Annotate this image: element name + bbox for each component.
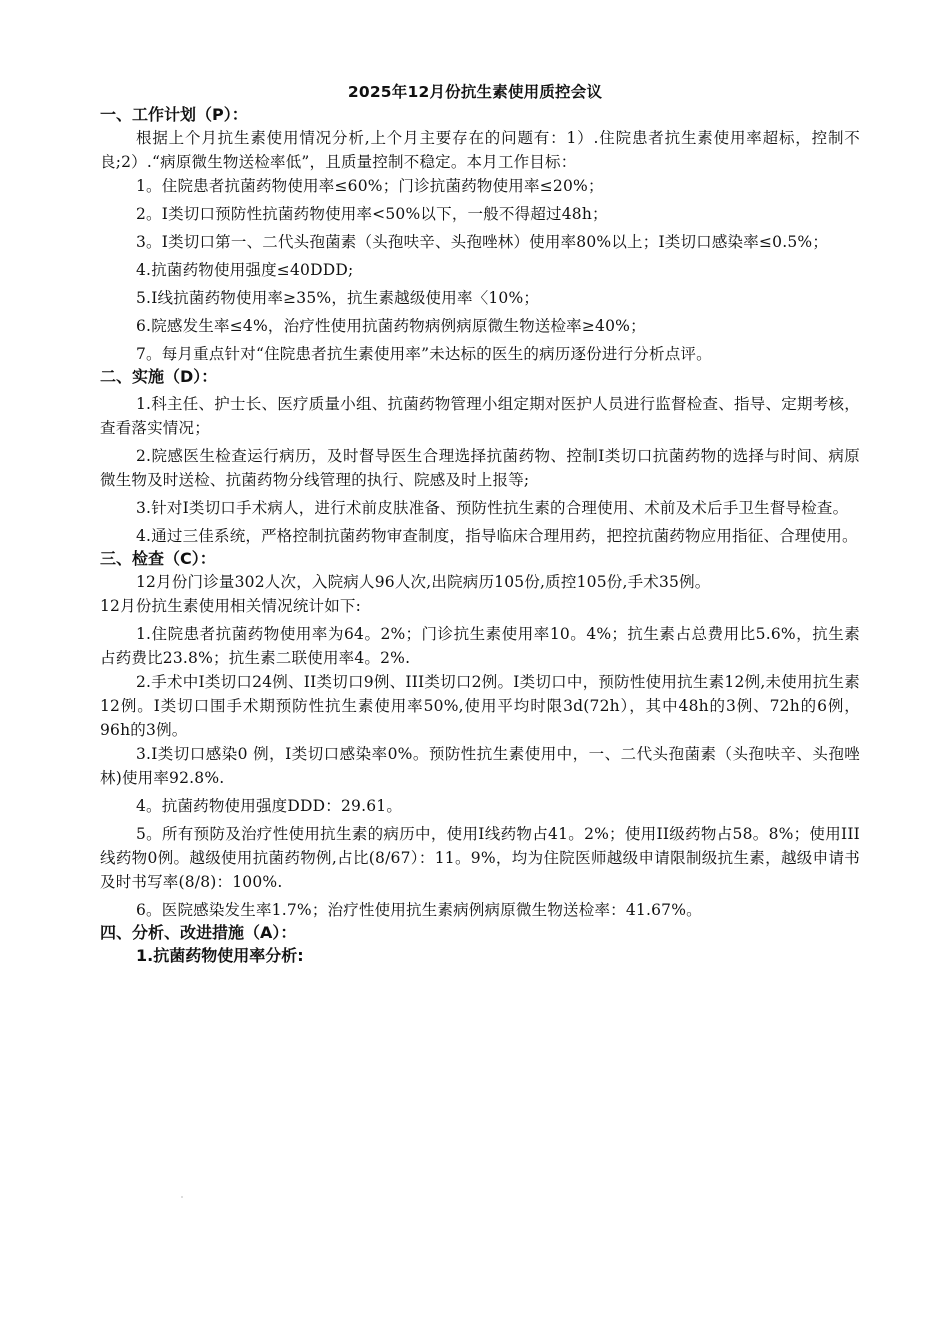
- section-heading-plan: 一、工作计划（P）：: [100, 105, 248, 124]
- check-intro: 12月份门诊量302人次，入院病人96人次,出院病历105份,质控105份,手术35例。: [136, 573, 711, 591]
- plan-intro: 根据上个月抗生素使用情况分析,上个月主要存在的问题有：1）.住院患者抗生素使用率超标，控制不良;2）.“病原微生物送检率低”，且质量控制不稳定。本月工作目标：: [100, 129, 860, 171]
- plan-item-7: 7。每月重点针对“住院患者抗生素使用率”未达标的医生的病历逐份进行分析点评。: [136, 345, 712, 363]
- check-item-4: 4。抗菌药物使用强度DDD：29.61。: [136, 797, 403, 815]
- section-heading-do: 二、实施（D）：: [100, 367, 218, 386]
- document-body: [100, 104, 860, 968]
- plan-item-6: 6.院感发生率≤4%，治疗性使用抗菌药物病例病原微生物送检率≥40%；: [136, 317, 646, 335]
- section-heading-check: 三、检查（C）：: [100, 549, 216, 568]
- scan-speck: [181, 1196, 183, 1198]
- document-title: 2025年12月份抗生素使用质控会议: [347, 83, 603, 101]
- check-item-3: 3.I类切口感染0 例，I类切口感染率0%。预防性抗生素使用中，一、二代头孢菌素（头孢呋辛、头孢唑林)使用率92.8%.: [100, 745, 860, 787]
- check-intro-2: 12月份抗生素使用相关情况统计如下:: [100, 597, 362, 615]
- check-item-6: 6。医院感染发生率1.7%；治疗性使用抗生素病例病原微生物送检率：41.67%。: [136, 901, 702, 919]
- plan-item-1: 1。住院患者抗菌药物使用率≤60%；门诊抗菌药物使用率≤20%；: [136, 177, 604, 195]
- check-item-1: 1.住院患者抗菌药物使用率为64。2%；门诊抗生素使用率10。4%；抗生素占总费用比5.6%，抗生素占药费比23.8%；抗生素二联使用率4。2%.: [100, 625, 860, 667]
- check-item-2: 2.手术中I类切口24例、II类切口9例、III类切口2例。I类切口中，预防性使用抗生素12例,未使用抗生素12例。I类切口围手术期预防性抗生素使用率50%,使用平均时限3d(72h），其中48h的3例、72h的6例，96h的3例。: [100, 673, 860, 739]
- do-item-2: 2.院感医生检查运行病历，及时督导医生合理选择抗菌药物、控制I类切口抗菌药物的选择与时间、病原微生物及时送检、抗菌药物分线管理的执行、院感及时上报等;: [100, 447, 860, 489]
- plan-item-5: 5.I线抗菌药物使用率≥35%，抗生素越级使用率〈10%；: [136, 289, 540, 307]
- do-item-1: 1.科主任、护士长、医疗质量小组、抗菌药物管理小组定期对医护人员进行监督检查、指导、定期考核，查看落实情况；: [100, 395, 860, 437]
- do-item-3: 3.针对I类切口手术病人，进行术前皮肤准备、预防性抗生素的合理使用、术前及术后手卫生督导检查。: [136, 499, 849, 517]
- section-heading-act: 四、分析、改进措施（A）：: [100, 923, 297, 942]
- plan-item-4: 4.抗菌药物使用强度≤40DDD;: [136, 261, 354, 279]
- plan-item-2: 2。I类切口预防性抗菌药物使用率<50%以下，一般不得超过48h；: [136, 205, 608, 223]
- check-item-5: 5。所有预防及治疗性使用抗生素的病历中，使用I线药物占41。2%；使用II级药物占58。8%；使用III线药物0例。越级使用抗菌药物例,占比(8/67）：11。9%，均为住院医师越级申请限制级抗生素，越级申请书及时书写率(8/8)：100%.: [100, 825, 860, 891]
- act-subheading-1: 1.抗菌药物使用率分析:: [136, 946, 304, 965]
- plan-item-3: 3。I类切口第一、二代头孢菌素（头孢呋辛、头孢唑林）使用率80%以上；I类切口感染率≤0.5%；: [136, 233, 829, 251]
- do-item-4: 4.通过三佳系统，严格控制抗菌药物审查制度，指导临床合理用药，把控抗菌药物应用指征、合理使用。: [136, 527, 858, 545]
